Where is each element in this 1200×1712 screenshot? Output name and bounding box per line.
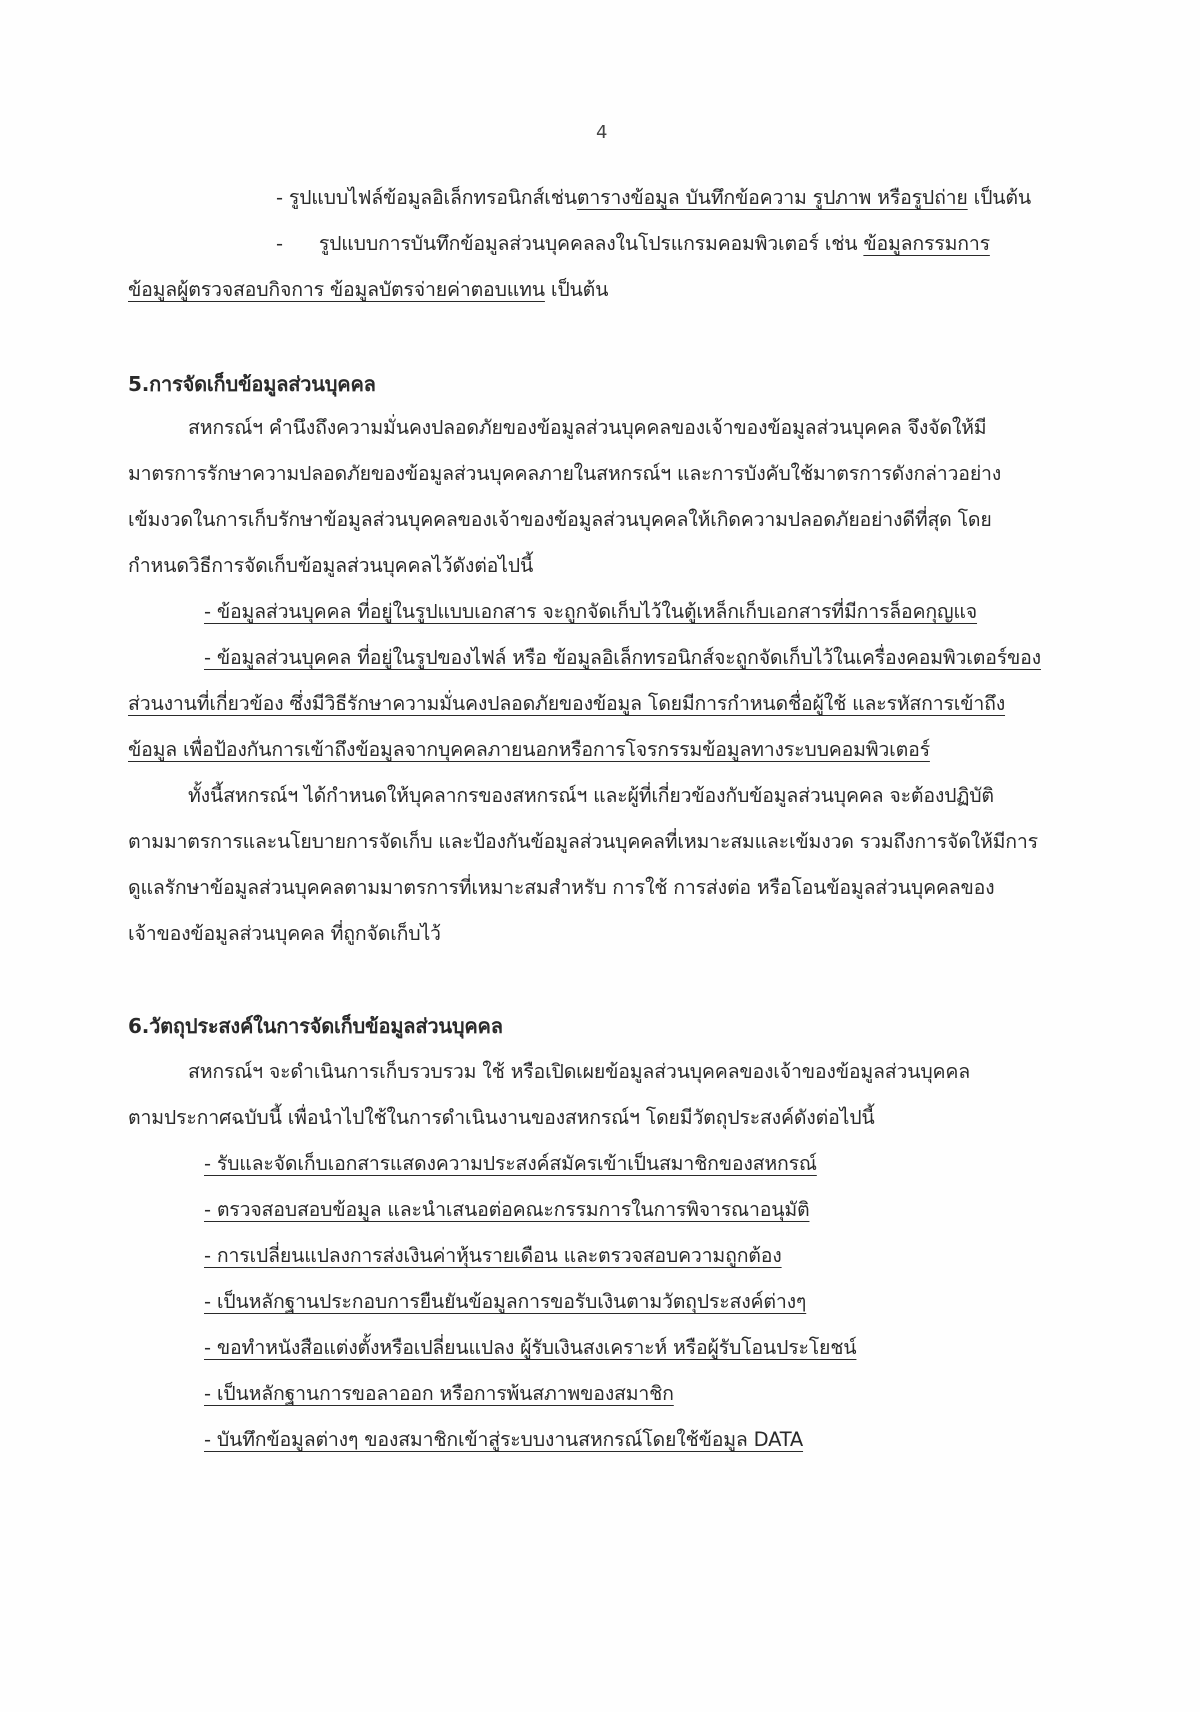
section-5-bullet: - ข้อมูลส่วนบุคคล ที่อยู่ในรูปของไฟล์ หรือ ข้อมูลอิเล็กทรอนิกส์จะถูกจัดเก็บไว้ในเครื่องคอมพิวเตอร์ของ xyxy=(204,646,1041,669)
section-5-para1-line: มาตรการรักษาความปลอดภัยของข้อมูลส่วนบุคคลภายในสหกรณ์ฯ และการบังคับใช้มาตรการดังกล่าวอย่าง xyxy=(128,462,1002,485)
intro-line-3: ข้อมูลผู้ตรวจสอบกิจการ ข้อมูลบัตรจ่ายค่าตอบแทน เป็นต้น xyxy=(128,278,609,301)
section-5-bullet-cont: ข้อมูล เพื่อป้องกันการเข้าถึงข้อมูลจากบุคคลภายนอกหรือการโจรกรรมข้อมูลทางระบบคอมพิวเตอร์ xyxy=(128,738,930,761)
section-6-bullet: - บันทึกข้อมูลต่างๆ ของสมาชิกเข้าสู่ระบบงานสหกรณ์โดยใช้ข้อมูล DATA xyxy=(204,1428,804,1451)
intro-line-1: - รูปแบบไฟล์ข้อมูลอิเล็กทรอนิกส์เช่นตารางข้อมูล บันทึกข้อความ รูปภาพ หรือรูปถ่าย เป็นต้น xyxy=(276,186,1032,209)
underlined-text: ข้อมูลผู้ตรวจสอบกิจการ ข้อมูลบัตรจ่ายค่าตอบแทน xyxy=(128,278,545,301)
section-5-para1-line: สหกรณ์ฯ คำนึงถึงความมั่นคงปลอดภัยของข้อมูลส่วนบุคคลของเจ้าของข้อมูลส่วนบุคคล จึงจัดให้มี xyxy=(188,416,987,439)
section-5-heading: 5.การจัดเก็บข้อมูลส่วนบุคคล xyxy=(128,372,376,396)
section-5-para2-line: ดูแลรักษาข้อมูลส่วนบุคคลตามมาตรการที่เหมาะสมสำหรับ การใช้ การส่งต่อ หรือโอนข้อมูลส่วนบุคคลของ xyxy=(128,876,995,899)
section-6-bullet: - ขอทำหนังสือแต่งตั้งหรือเปลี่ยนแปลง ผู้รับเงินสงเคราะห์ หรือผู้รับโอนประโยชน์ xyxy=(204,1336,857,1359)
section-6-bullet: - เป็นหลักฐานการขอลาออก หรือการพ้นสภาพของสมาชิก xyxy=(204,1382,674,1405)
intro-line-2: - รูปแบบการบันทึกข้อมูลส่วนบุคคลลงในโปรแกรมคอมพิวเตอร์ เช่น ข้อมูลกรรมการ xyxy=(276,232,990,255)
section-5-bullet: - ข้อมูลส่วนบุคคล ที่อยู่ในรูปแบบเอกสาร จะถูกจัดเก็บไว้ในตู้เหล็กเก็บเอกสารที่มีการล็อคกุญแจ xyxy=(204,600,978,623)
section-6-bullet: - เป็นหลักฐานประกอบการยืนยันข้อมูลการขอรับเงินตามวัตถุประสงค์ต่างๆ xyxy=(204,1290,807,1313)
section-5-para2-line: ทั้งนี้สหกรณ์ฯ ได้กำหนดให้บุคลากรของสหกรณ์ฯ และผู้ที่เกี่ยวข้องกับข้อมูลส่วนบุคคล จะต้องปฏิบัติ xyxy=(188,784,994,807)
section-5-bullet-cont: ส่วนงานที่เกี่ยวข้อง ซึ่งมีวิธีรักษาความมั่นคงปลอดภัยของข้อมูล โดยมีการกำหนดชื่อผู้ใช้ และรหัสการเข้าถึง xyxy=(128,692,1006,715)
section-6-heading: 6.วัตถุประสงค์ในการจัดเก็บข้อมูลส่วนบุคคล xyxy=(128,1014,503,1038)
section-5-para2-line: ตามมาตรการและนโยบายการจัดเก็บ และป้องกันข้อมูลส่วนบุคคลที่เหมาะสมและเข้มงวด รวมถึงการจัดให้มีการ xyxy=(128,830,1038,853)
section-6-bullet: - การเปลี่ยนแปลงการส่งเงินค่าหุ้นรายเดือน และตรวจสอบความถูกต้อง xyxy=(204,1244,782,1267)
section-6-bullet: - รับและจัดเก็บเอกสารแสดงความประสงค์สมัครเข้าเป็นสมาชิกของสหกรณ์ xyxy=(204,1152,817,1175)
section-6-bullet: - ตรวจสอบสอบข้อมูล และนำเสนอต่อคณะกรรมการในการพิจารณาอนุมัติ xyxy=(204,1198,810,1221)
section-5-para2-line: เจ้าของข้อมูลส่วนบุคคล ที่ถูกจัดเก็บไว้ xyxy=(128,922,441,945)
section-5-para1-line: กำหนดวิธีการจัดเก็บข้อมูลส่วนบุคคลไว้ดังต่อไปนี้ xyxy=(128,554,534,577)
underlined-text: ข้อมูลกรรมการ xyxy=(863,232,990,255)
section-6-para1-line: ตามประกาศฉบับนี้ เพื่อนำไปใช้ในการดำเนินงานของสหกรณ์ฯ โดยมีวัตถุประสงค์ดังต่อไปนี้ xyxy=(128,1106,875,1129)
section-6-para1-line: สหกรณ์ฯ จะดำเนินการเก็บรวบรวม ใช้ หรือเปิดเผยข้อมูลส่วนบุคคลของเจ้าของข้อมูลส่วนบุคคล xyxy=(188,1060,970,1083)
underlined-text: ตารางข้อมูล บันทึกข้อความ รูปภาพ หรือรูปถ่าย xyxy=(576,186,968,209)
section-5-para1-line: เข้มงวดในการเก็บรักษาข้อมูลส่วนบุคคลของเจ้าของข้อมูลส่วนบุคคลให้เกิดความปลอดภัยอย่างดีที่สุด โดย xyxy=(128,508,992,531)
page-number: 4 xyxy=(596,122,608,143)
